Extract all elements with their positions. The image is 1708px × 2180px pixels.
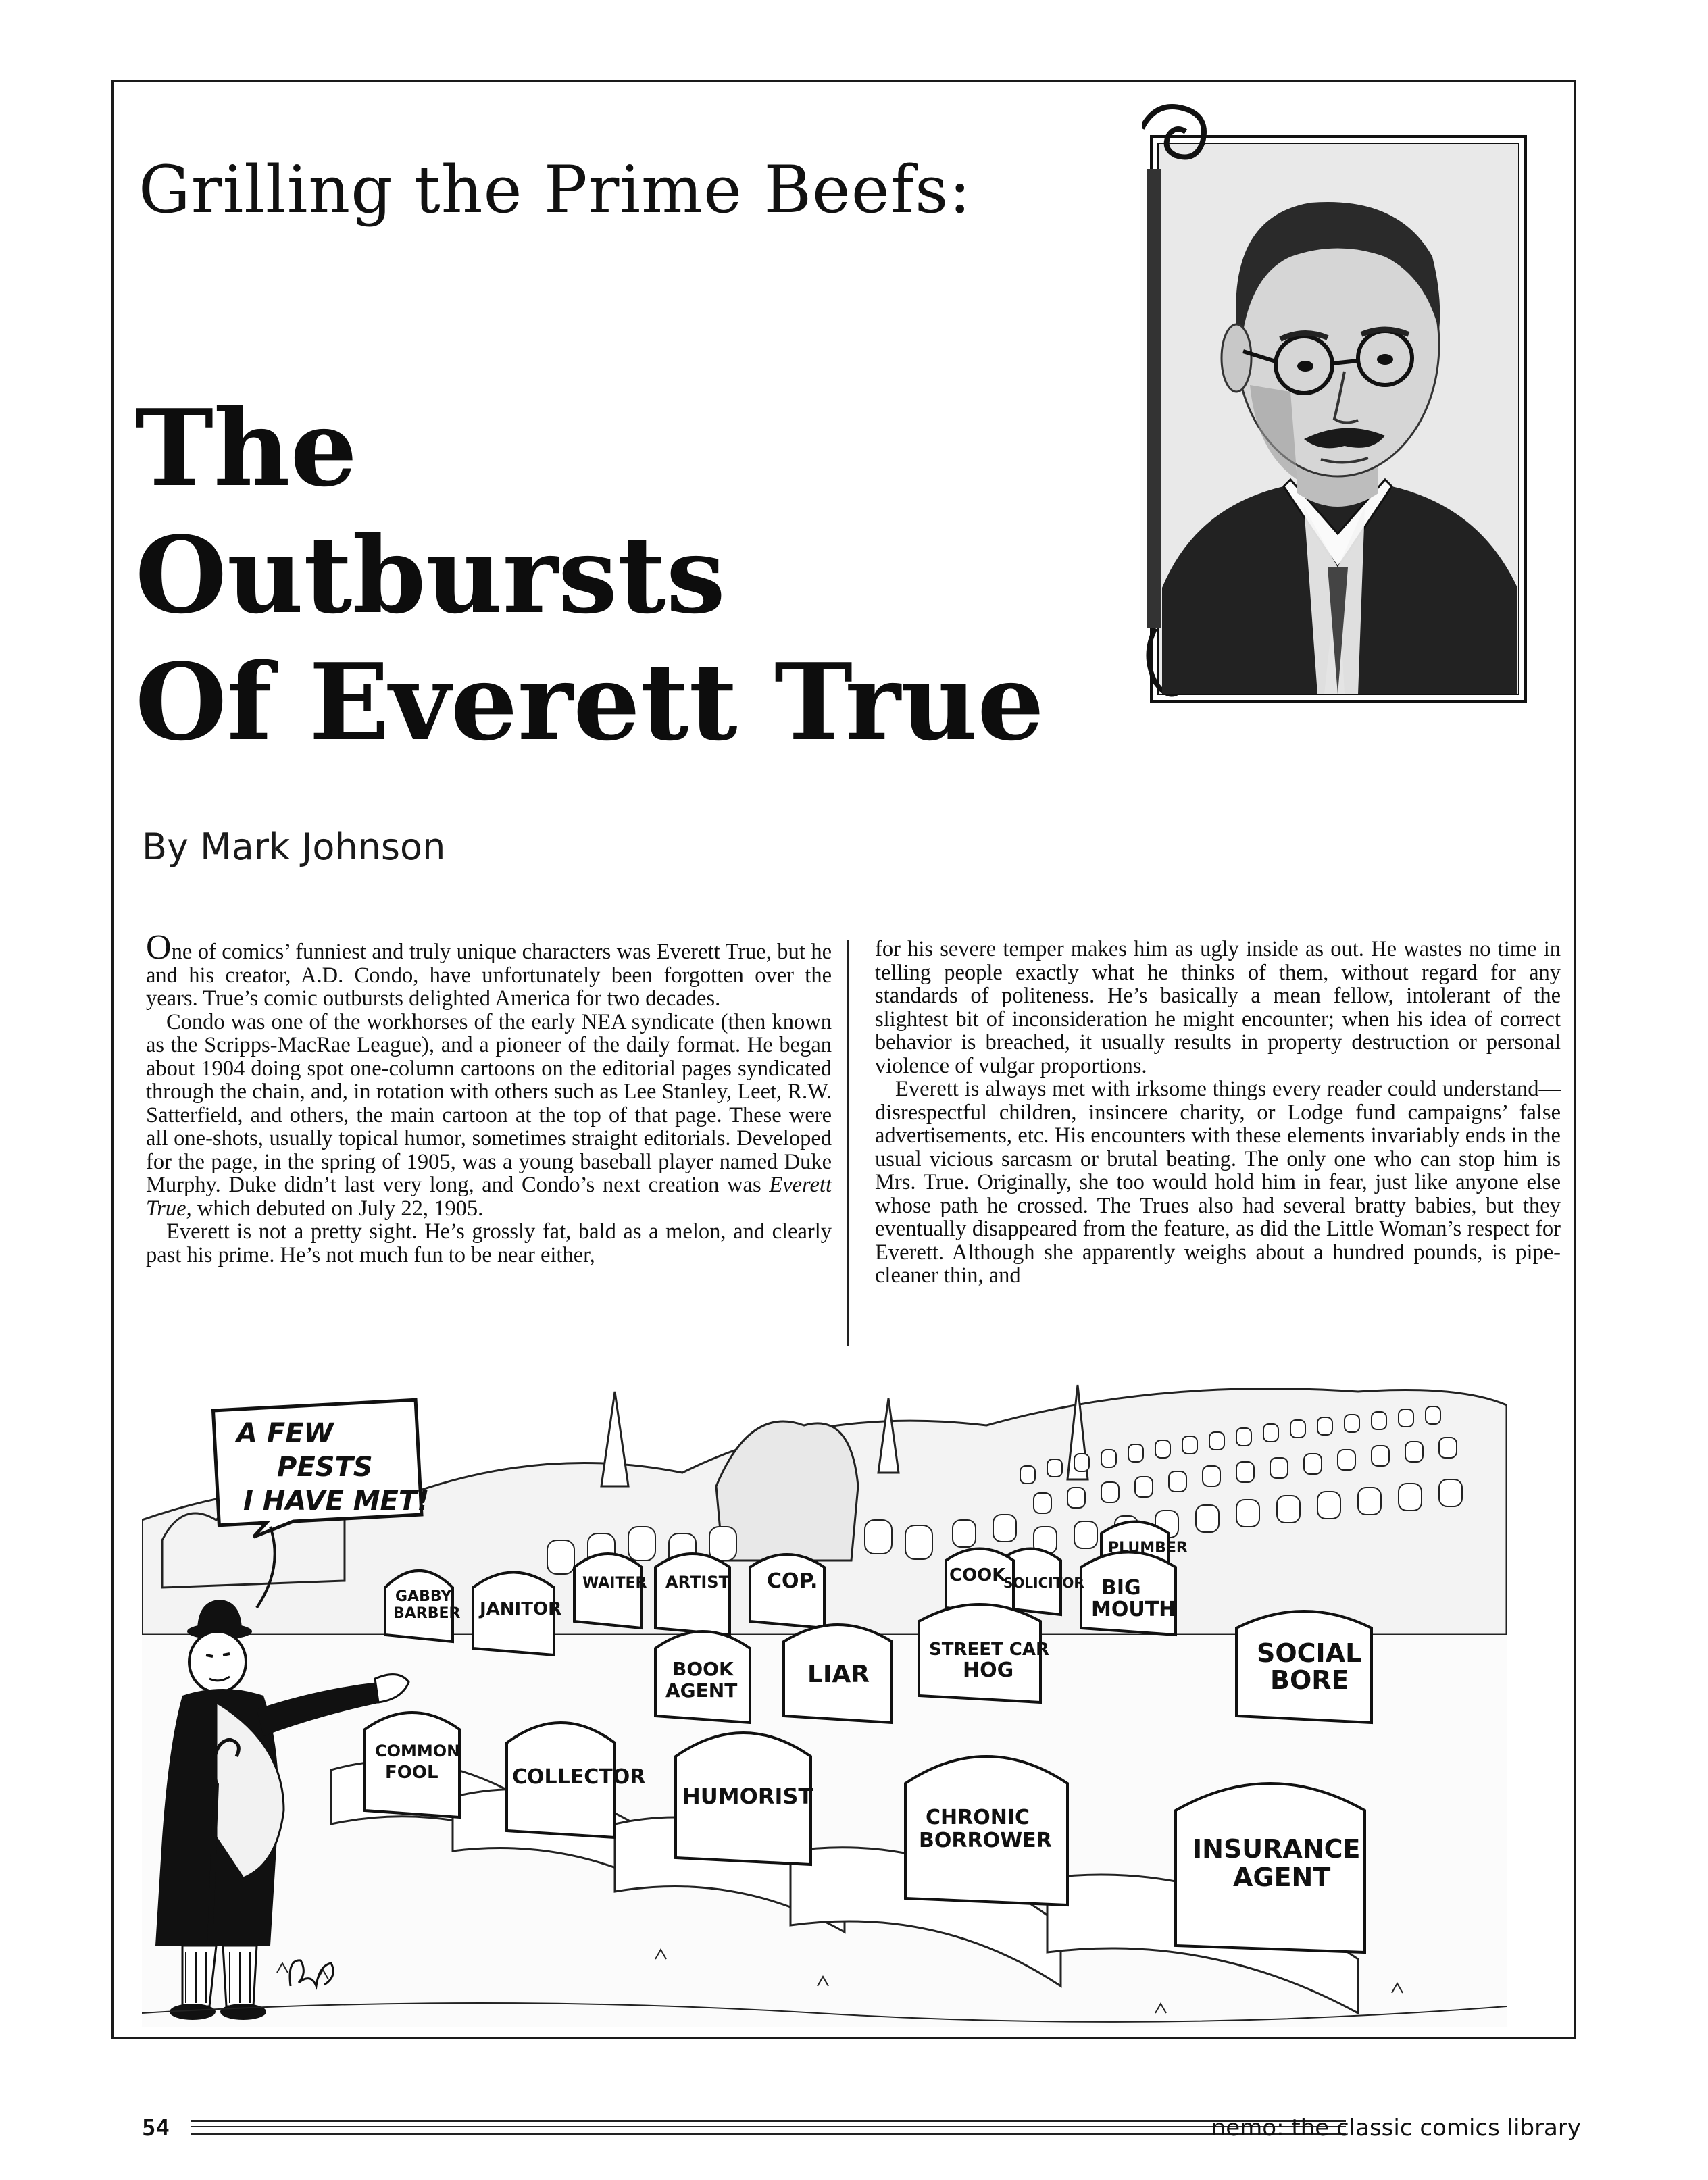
tombstone-label: COOK [949,1565,1006,1586]
strip-title-italic: Everett True, [146,1173,832,1221]
speech-line: A FEW [236,1418,334,1449]
paragraph-text: which debuted on July 22, 1905. [197,1196,484,1221]
tombstone-label: COP. [767,1569,818,1593]
tombstone-label: AGENT [665,1679,738,1702]
tombstone-label: HOG [963,1658,1014,1682]
article-paragraph [146,1011,832,1221]
byline: By Mark Johnson [142,826,446,868]
article-paragraph: for his severe temper makes him as ugly inside as out. He wastes no time in telling people exactly what he thinks of them, without regard for any standards of politeness. He’s basically a mean fellow, intolerant of the slightest bit of inconsideration he might encounter; when his idea of correct behavior is breached, it usually results in property destruction or personal violence of vulgar proportions. [875,937,1561,1078]
tombstone-label: CHRONIC [926,1806,1030,1829]
title-line: Of Everett True [135,640,1045,764]
tombstone-label: STREET CAR [929,1640,1050,1660]
tombstone-label: MOUTH [1091,1598,1176,1621]
article-kicker: Grilling the Prime Beefs: [139,152,972,228]
tombstone-label: SOLICITOR [1003,1575,1084,1591]
tombstone-label: COLLECTOR [512,1765,646,1789]
tombstone-label: INSURANCE [1192,1834,1361,1864]
tombstone-label: LIAR [807,1661,870,1688]
tombstone-label: ARTIST [665,1573,730,1592]
tombstone-label: BORE [1270,1665,1349,1695]
tombstone-label: WAITER [582,1575,647,1592]
publication-name: nemo: the classic comics library [1211,2114,1581,2141]
speech-line: I HAVE MET! [243,1486,430,1517]
portrait-of-a-d-condo-icon [1142,101,1534,709]
paragraph-text: ne of comics’ funniest and truly unique characters was Everett True, but he and his creator, A.D. Condo, have unfortunately been forgotten over the years. True’s comic outbursts delighted America for two decades. [146,940,832,1011]
page-number: 54 [142,2114,170,2141]
tombstone-label: BORROWER [919,1829,1052,1852]
tombstone-label: SOCIAL [1257,1638,1362,1668]
tombstone-label: FOOL [385,1763,438,1783]
article-paragraph: Everett is not a pretty sight. He’s grossly fat, bald as a melon, and clearly past his prime. He’s not much fun to be near either, [146,1219,832,1267]
drop-cap: O [146,928,172,967]
tombstone-label: BIG [1101,1576,1141,1600]
tombstone-label: BOOK [672,1658,734,1680]
article-paragraph [146,928,832,1011]
article-column-right [875,938,1561,1288]
column-divider [847,940,849,1346]
tombstone-label: JANITOR [480,1599,562,1619]
title-line: Outbursts [135,513,726,637]
graveyard-cartoon [142,1365,1507,2027]
title-line: The [135,386,357,510]
paragraph-text: Condo was one of the workhorses of the early NEA syndicate (then known as the Scripps-MacRae League), and a pioneer of the daily format. He began about 1904 doing spot one-column cartoons on the editorial pages syndicated through the chain, and, in rotation with others such as Lee Stanley, Leet, R.W. Satterfield, and others, the main cartoon at the top of that page. These were all one-shots, usually topical humor, sometimes straight editorials. Developed for the page, in the spring of 1905, was a young baseball player named Duke Murphy. Duke didn’t last very long, and Condo’s next creation was [146,1009,832,1197]
tombstone-label: AGENT [1233,1862,1331,1892]
article-column-left [146,928,832,1267]
footer-rule [191,2120,1346,2135]
page-footer [142,2114,1581,2141]
article-paragraph: Everett is always met with irksome things every reader could understand—disrespectful children, insincere charity, or Lodge fund campaigns’ false advertisements, etc. His encounters with these elements invariably ends in the usual vicious sarcasm or brutal beating. The only one who can stop him is Mrs. True. Originally, she too would hold him in fear, just like anyone else whose path he crossed. The Trues also had several bratty babies, but they eventually disappeared from the feature, as did the Little Woman’s respect for Everett. Although she apparently weighs about a hundred pounds, is pipe-cleaner thin, and [875,1077,1561,1288]
tombstone-label: HUMORIST [682,1783,813,1809]
article-title [135,385,1045,766]
tombstone-label: BARBER [393,1605,461,1622]
tombstone-label: COMMON [375,1742,461,1760]
tombstone-label: GABBY [395,1588,452,1605]
speech-line: PESTS [277,1452,373,1483]
tombstone-label: PLUMBER [1108,1540,1188,1556]
